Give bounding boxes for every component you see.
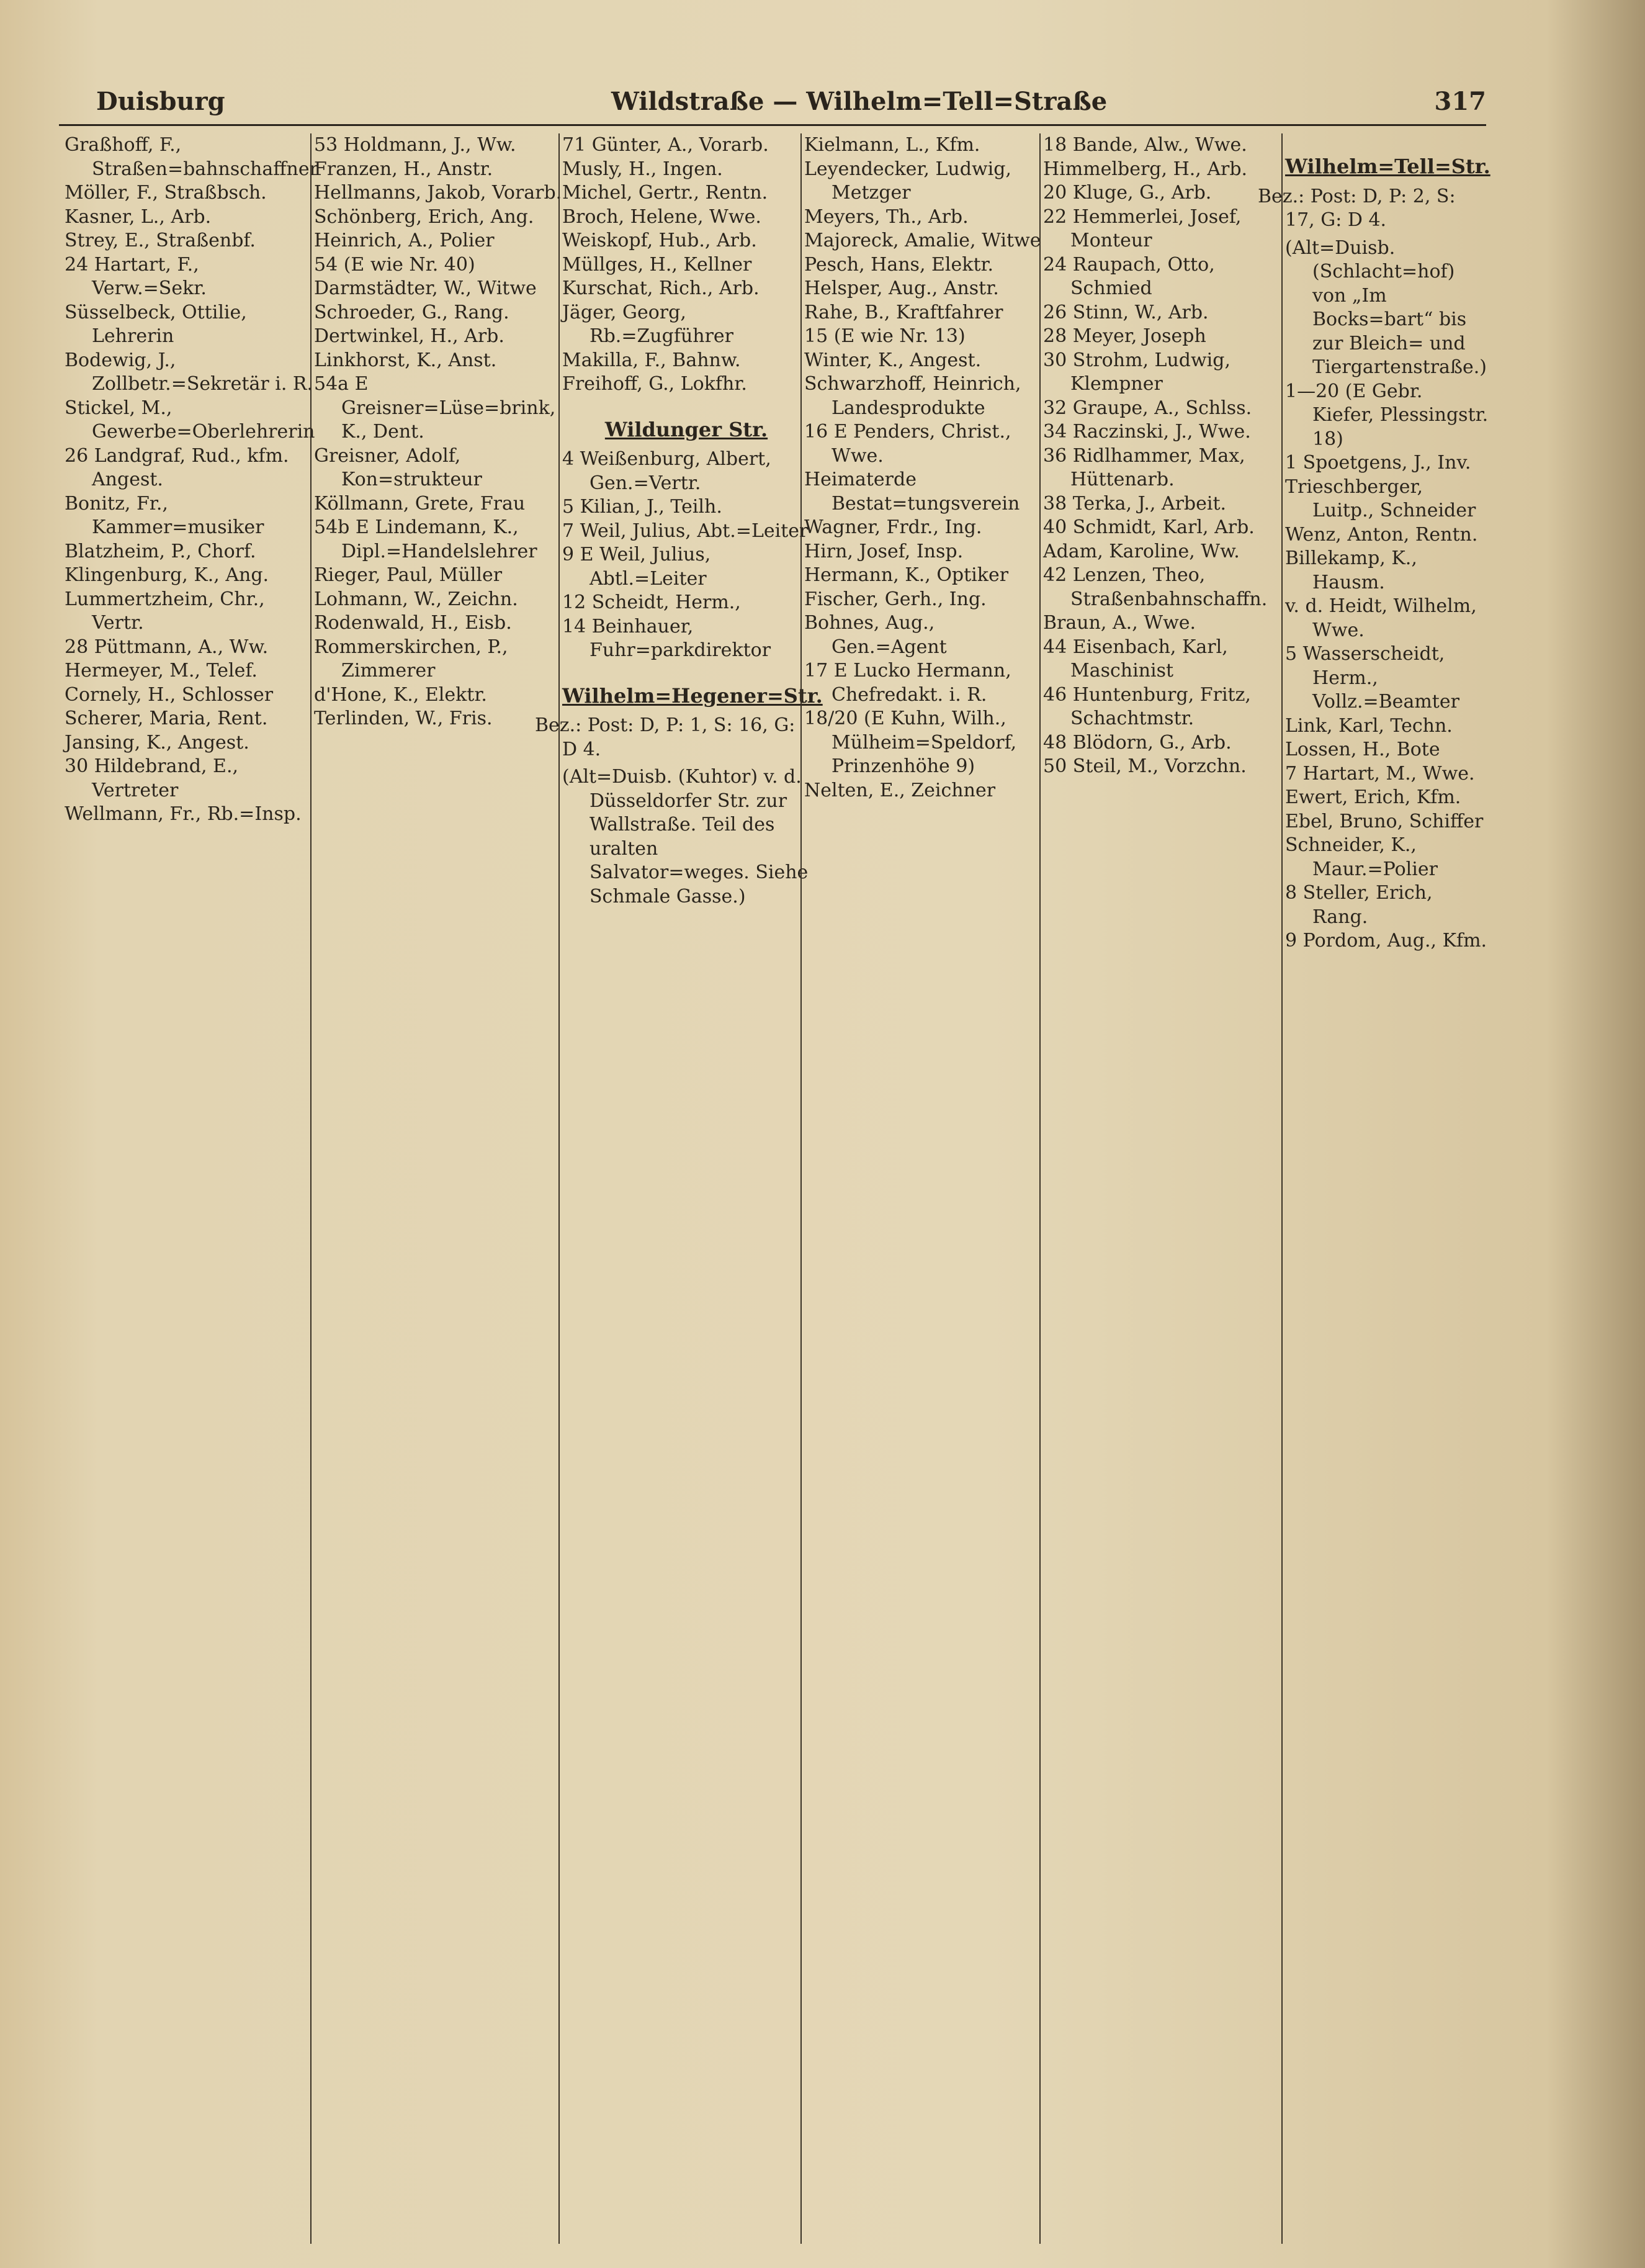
column-2 <box>310 133 562 2244</box>
directory-entry: 36 Ridlhammer, Max, Hüttenarb. <box>1043 444 1245 490</box>
directory-entry: Köllmann, Grete, Frau <box>314 492 526 515</box>
directory-entry: Süsselbeck, Ottilie, Lehrerin <box>65 301 247 347</box>
directory-entry: Graßhoff, F., Straßen=bahnschaffner <box>65 134 318 180</box>
street-range-title: Wildstraße — Wilhelm=Tell=Straße <box>611 87 1108 116</box>
directory-entry: Hellmanns, Jakob, Vorarb. <box>314 182 562 204</box>
directory-entry: Jansing, K., Angest. <box>65 731 249 754</box>
directory-entry: 46 Huntenburg, Fritz, Schachtmstr. <box>1043 683 1251 729</box>
directory-entry: 30 Strohm, Ludwig, Klempner <box>1043 349 1231 395</box>
directory-entry: Musly, H., Ingen. <box>562 158 723 180</box>
directory-entry: 5 Wasserscheidt, Herm., Vollz.=Beamter <box>1285 643 1459 713</box>
directory-entry: 50 Steil, M., Vorzchn. <box>1043 755 1247 777</box>
directory-entry: 17 E Lucko Hermann, Chefredakt. i. R. <box>804 660 1011 706</box>
column-1 <box>62 133 318 2244</box>
directory-entry: Weiskopf, Hub., Arb. <box>562 230 757 251</box>
directory-entry: Link, Karl, Techn. <box>1285 714 1453 737</box>
directory-entry: Cornely, H., Schlosser <box>65 683 274 706</box>
directory-entry: 24 Hartart, F., Verw.=Sekr. <box>65 253 207 299</box>
directory-entry: 12 Scheidt, Herm., <box>562 592 741 613</box>
directory-entry: Franzen, H., Anstr. <box>314 158 493 180</box>
directory-entry: Hermeyer, M., Telef. <box>65 660 258 682</box>
directory-entry: 54a E Greisner=Lüse=brink, K., Dent. <box>314 373 556 443</box>
directory-entry: Makilla, F., Bahnw. <box>562 349 741 371</box>
street-section-meta: Bez.: Post: D, P: 2, S: 17, G: D 4. <box>1258 185 1456 231</box>
directory-entry: 16 E Penders, Christ., Wwe. <box>804 421 1011 467</box>
directory-entry: 4 Weißenburg, Albert, Gen.=Vertr. <box>562 448 771 494</box>
directory-entry: Broch, Helene, Wwe. <box>562 205 761 228</box>
directory-entry: Majoreck, Amalie, Witwe <box>804 230 1041 251</box>
directory-entry: Bonitz, Fr., Kammer=musiker <box>65 492 264 538</box>
directory-entry: 28 Meyer, Joseph <box>1043 325 1206 347</box>
directory-entry: 71 Günter, A., Vorarb. <box>562 134 769 156</box>
street-section-title: Wilhelm=Hegener=Str. <box>562 683 823 708</box>
directory-entry: 32 Graupe, A., Schlss. <box>1043 397 1252 419</box>
directory-entry: 14 Beinhauer, Fuhr=parkdirektor <box>562 615 771 661</box>
directory-entry: Bohnes, Aug., Gen.=Agent <box>804 612 947 658</box>
directory-entry: Pesch, Hans, Elektr. <box>804 253 994 276</box>
street-section-meta: Bez.: Post: D, P: 1, S: 16, G: D 4. <box>535 714 796 760</box>
directory-entry: Wellmann, Fr., Rb.=Insp. <box>65 803 302 825</box>
directory-entry: 38 Terka, J., Arbeit. <box>1043 492 1227 515</box>
directory-entry: 15 (E wie Nr. 13) <box>804 325 966 347</box>
directory-entry: Rommerskirchen, P., Zimmerer <box>314 636 508 682</box>
directory-entry: Dertwinkel, H., Arb. <box>314 325 504 347</box>
directory-entry: Kielmann, L., Kfm. <box>804 134 980 156</box>
directory-entry: 40 Schmidt, Karl, Arb. <box>1043 516 1255 538</box>
directory-entry: Rahe, B., Kraftfahrer <box>804 301 1003 323</box>
directory-entry: Möller, F., Straßbsch. <box>65 182 267 204</box>
directory-entry: 48 Blödorn, G., Arb. <box>1043 731 1232 754</box>
directory-entry: v. d. Heidt, Wilhelm, Wwe. <box>1285 595 1477 641</box>
directory-entry: Müllges, H., Kellner <box>562 253 752 276</box>
directory-entry: 18 Bande, Alw., Wwe. <box>1043 134 1247 156</box>
directory-entry: 26 Landgraf, Rud., kfm. Angest. <box>65 444 289 490</box>
directory-entry: Heimaterde Bestat=tungsverein <box>804 469 1020 515</box>
street-section-title: Wildunger Str. <box>604 417 768 441</box>
directory-entry: (Alt=Duisb. (Kuhtor) v. d. Düsseldorfer Str. zur Wallstraße. Teil des uralten Salvator=weges. Siehe Schmale Gasse.) <box>562 766 809 907</box>
directory-entry: Heinrich, A., Polier <box>314 230 495 251</box>
directory-entry: Hirn, Josef, Insp. <box>804 540 964 562</box>
directory-entry: 9 E Weil, Julius, Abtl.=Leiter <box>562 544 711 590</box>
directory-entry: Ewert, Erich, Kfm. <box>1285 786 1461 808</box>
directory-entry: Scherer, Maria, Rent. <box>65 708 268 729</box>
directory-entry: 8 Steller, Erich, Rang. <box>1285 882 1433 928</box>
directory-entry: Lohmann, W., Zeichn. <box>314 588 518 610</box>
directory-entry: Winter, K., Angest. <box>804 349 982 371</box>
directory-entry: Braun, A., Wwe. <box>1043 612 1196 634</box>
directory-entry: Stickel, M., Gewerbe=Oberlehrerin <box>65 397 315 443</box>
directory-entry: Klingenburg, K., Ang. <box>65 564 269 586</box>
directory-entry: Schönberg, Erich, Ang. <box>314 205 534 228</box>
directory-entry: Schroeder, G., Rang. <box>314 301 509 323</box>
directory-entry: 18/20 (E Kuhn, Wilh., Mülheim=Speldorf, Prinzenhöhe 9) <box>804 708 1017 777</box>
directory-entry: Trieschberger, Luitp., Schneider <box>1285 475 1476 521</box>
directory-entry: 7 Hartart, M., Wwe. <box>1285 762 1475 785</box>
directory-entry: 44 Eisenbach, Karl, Maschinist <box>1043 636 1228 682</box>
directory-entry: Blatzheim, P., Chorf. <box>65 540 256 562</box>
directory-entry: Leyendecker, Ludwig, Metzger <box>804 158 1011 204</box>
directory-entry: Schneider, K., Maur.=Polier <box>1285 834 1438 880</box>
directory-entry: Hermann, K., Optiker <box>804 564 1009 586</box>
directory-entry: 42 Lenzen, Theo, Straßenbahnschaffn. <box>1043 564 1268 610</box>
column-6 <box>1258 133 1490 2244</box>
directory-entry: Kurschat, Rich., Arb. <box>562 277 760 299</box>
directory-entry: 20 Kluge, G., Arb. <box>1043 182 1212 204</box>
directory-entry: 7 Weil, Julius, Abt.=Leiter <box>562 520 809 542</box>
directory-entry: 26 Stinn, W., Arb. <box>1043 301 1209 323</box>
directory-entry: Rieger, Paul, Müller <box>314 564 503 586</box>
directory-entry: Rodenwald, H., Eisb. <box>314 612 512 634</box>
page-number: 317 <box>1434 87 1486 116</box>
directory-entry: 5 Kilian, J., Teilh. <box>562 496 722 518</box>
directory-entry: 34 Raczinski, J., Wwe. <box>1043 421 1251 443</box>
directory-entry: Adam, Karoline, Ww. <box>1043 540 1240 562</box>
directory-entry: 1—20 (E Gebr. Kiefer, Plessingstr. 18) <box>1285 380 1489 450</box>
directory-entry: 24 Raupach, Otto, Schmied <box>1043 253 1215 299</box>
directory-entry: Kasner, L., Arb. <box>65 205 212 228</box>
directory-entry: Billekamp, K., Hausm. <box>1285 547 1417 593</box>
directory-entry: Greisner, Adolf, Kon=strukteur <box>314 444 482 490</box>
street-section-title: Wilhelm=Tell=Str. <box>1285 155 1490 178</box>
column-3 <box>535 133 823 2244</box>
directory-entry: 54b E Lindemann, K., Dipl.=Handelslehrer <box>314 516 537 562</box>
directory-entry: 9 Pordom, Aug., Kfm. <box>1285 930 1487 952</box>
directory-entry: Helsper, Aug., Anstr. <box>804 277 999 299</box>
directory-entry: 30 Hildebrand, E., Vertreter <box>65 755 239 801</box>
directory-entry: Terlinden, W., Fris. <box>314 708 493 729</box>
directory-entry: Meyers, Th., Arb. <box>804 205 969 228</box>
column-4 <box>800 133 1052 2244</box>
directory-entry: Fischer, Gerh., Ing. <box>804 588 987 610</box>
directory-entry: (Alt=Duisb. (Schlacht=hof) von „Im Bocks=bart“ bis zur Bleich= und Tiergartenstraße.) <box>1285 236 1487 378</box>
directory-entry: Darmstädter, W., Witwe <box>314 277 537 299</box>
directory-entry: Bodewig, J., Zollbetr.=Sekretär i. R. <box>65 349 313 395</box>
directory-entry: Lummertzheim, Chr., Vertr. <box>65 588 265 634</box>
column-5 <box>1039 133 1291 2244</box>
directory-entry: Freihoff, G., Lokfhr. <box>562 373 747 395</box>
city-title: Duisburg <box>96 87 225 116</box>
directory-entry: 28 Püttmann, A., Ww. <box>65 636 269 658</box>
directory-entry: 22 Hemmerlei, Josef, Monteur <box>1043 205 1242 251</box>
directory-entry: Linkhorst, K., Anst. <box>314 349 497 371</box>
directory-entry: Himmelberg, H., Arb. <box>1043 158 1248 180</box>
directory-entry: Strey, E., Straßenbf. <box>65 230 256 251</box>
directory-entry: Wagner, Frdr., Ing. <box>804 516 982 538</box>
directory-entry: Ebel, Bruno, Schiffer <box>1285 810 1484 832</box>
directory-entry: d'Hone, K., Elektr. <box>314 683 487 706</box>
directory-entry: Schwarzhoff, Heinrich, Landesprodukte <box>804 373 1021 419</box>
directory-entry: Lossen, H., Bote <box>1285 739 1440 760</box>
directory-entry: Nelten, E., Zeichner <box>804 779 996 801</box>
directory-entry: Michel, Gertr., Rentn. <box>562 182 768 204</box>
directory-entry: 53 Holdmann, J., Ww. <box>314 134 516 156</box>
directory-entry: 54 (E wie Nr. 40) <box>314 253 475 276</box>
directory-entry: 1 Spoetgens, J., Inv. <box>1285 452 1471 474</box>
directory-entry: Wenz, Anton, Rentn. <box>1285 523 1478 546</box>
page-header <box>59 87 1486 126</box>
directory-entry: Jäger, Georg, Rb.=Zugführer <box>562 301 734 347</box>
